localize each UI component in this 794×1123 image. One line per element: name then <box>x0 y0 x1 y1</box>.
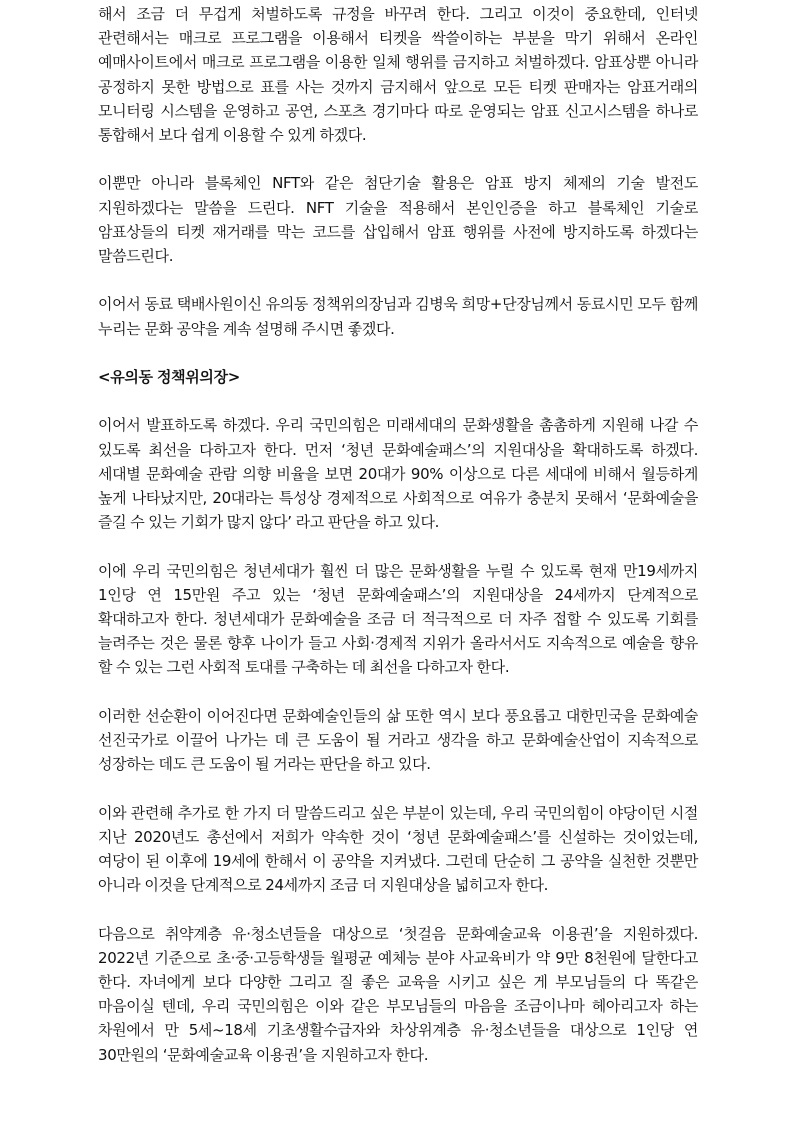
paragraph-handover: 이어서 동료 택배사원이신 유의동 정책위의장님과 김병욱 희망+단장님께서 동료시민 모두 함께 누리는 문화 공약을 계속 설명해 주시면 좋겠다. <box>98 295 698 338</box>
paragraph-2020-pledge: 이와 관련해 추가로 한 가지 더 말씀드리고 싶은 부분이 있는데, 우리 국민의힘이 야당이던 시절 지난 2020년도 총선에서 저희가 약속한 것이 ‘청년 문화예술패스’를 신설하는 것이었는데, 여당이 된 이후에 19세에 한해서 이 공약을 지켜냈다. 그런데 단순히 그 공약을 실천한 것뿐만 아니라 이것을 단계적으로 24세까지 조금 더 지원대상을 넓히고자 한다. <box>98 803 698 895</box>
paragraph-blockchain-nft: 이뿐만 아니라 블록체인 NFT와 같은 첨단기술 활용은 암표 방지 체제의 기술 발전도 지원하겠다는 말씀을 드린다. NFT 기술을 적용해서 본인인증을 하고 블록체인 기술로 암표상들의 티켓 재거래를 막는 코드를 삽입해서 암표 행위를 사전에 방지하도록 하겠다는 말씀드린다. <box>98 174 698 266</box>
paragraph-education-voucher: 다음으로 취약계층 유·청소년들을 대상으로 ‘첫걸음 문화예술교육 이용권’을 지원하겠다. 2022년 기준으로 초·중·고등학생들 월평균 예체능 분야 사교육비가 약 9만 8천원에 달한다고 한다. 자녀에게 보다 다양한 그리고 질 좋은 교육을 시키고 싶은 게 부모님들의 다 똑같은 마음이실 텐데, 우리 국민의힘은 이와 같은 부모님들의 마음을 조금이나마 헤아리고자 하는 차원에서 만 5세~18세 기초생활수급자와 차상위계층 유·청소년들을 대상으로 1인당 연 30만원의 ‘문화예술교육 이용권’을 지원하고자 한다. <box>98 924 698 1064</box>
paragraph-virtuous-cycle: 이러한 선순환이 이어진다면 문화예술인들의 삶 또한 역시 보다 풍요롭고 대한민국을 문화예술 선진국가로 이끌어 나가는 데 큰 도움이 될 거라고 생각을 하고 문화예술산업이 지속적으로 성장하는 데도 큰 도움이 될 거라는 판단을 하고 있다. <box>98 706 698 774</box>
paragraph-youth-culture-pass: 이어서 발표하도록 하겠다. 우리 국민의힘은 미래세대의 문화생활을 촘촘하게 지원해 나갈 수 있도록 최선을 다하고자 한다. 먼저 ‘청년 문화예술패스’의 지원대상을 확대하도록 하겠다. 세대별 문화예술 관람 의향 비율을 보면 20대가 90% 이상으로 다른 세대에 비해서 월등하게 높게 나타났지만, 20대라는 특성상 경제적으로 사회적으로 여유가 충분치 못해서 ‘문화예술을 즐길 수 있는 기회가 많지 않다’ 라고 판단을 하고 있다. <box>98 416 698 532</box>
paragraph-pass-expansion: 이에 우리 국민의힘은 청년세대가 훨씬 더 많은 문화생활을 누릴 수 있도록 현재 만19세까지 1인당 연 15만원 주고 있는 ‘청년 문화예술패스’의 지원대상을 24세까지 단계적으로 확대하고자 한다. 청년세대가 문화예술을 조금 더 적극적으로 더 자주 접할 수 있도록 기회를 늘려주는 것은 물론 향후 나이가 들고 사회·경제적 지위가 올라서서도 지속적으로 예술을 향유 할 수 있는 그런 사회적 토대를 구축하는 데 최선을 다하고자 한다. <box>98 561 698 677</box>
paragraph-ticket-macro-ban: 해서 조금 더 무겁게 처벌하도록 규정을 바꾸려 한다. 그리고 이것이 중요한데, 인터넷 관련해서는 매크로 프로그램을 이용해서 티켓을 싹쓸이하는 부분을 막기 위해서 온라인 예매사이트에서 매크로 프로그램을 이용한 일체 행위를 금지하고 처벌하겠다. 암표상뿐 아니라 공정하지 못한 방법으로 표를 사는 것까지 금지해서 앞으로 모든 티켓 판매자는 암표거래의 모니터링 시스템을 운영하고 공연, 스포츠 경기마다 따로 운영되는 암표 신고시스템을 하나로 통합해서 보다 쉽게 이용할 수 있게 하겠다. <box>98 5 698 145</box>
document-page <box>98 2 698 1091</box>
speaker-heading: <유의동 정책위의장> <box>98 368 240 386</box>
